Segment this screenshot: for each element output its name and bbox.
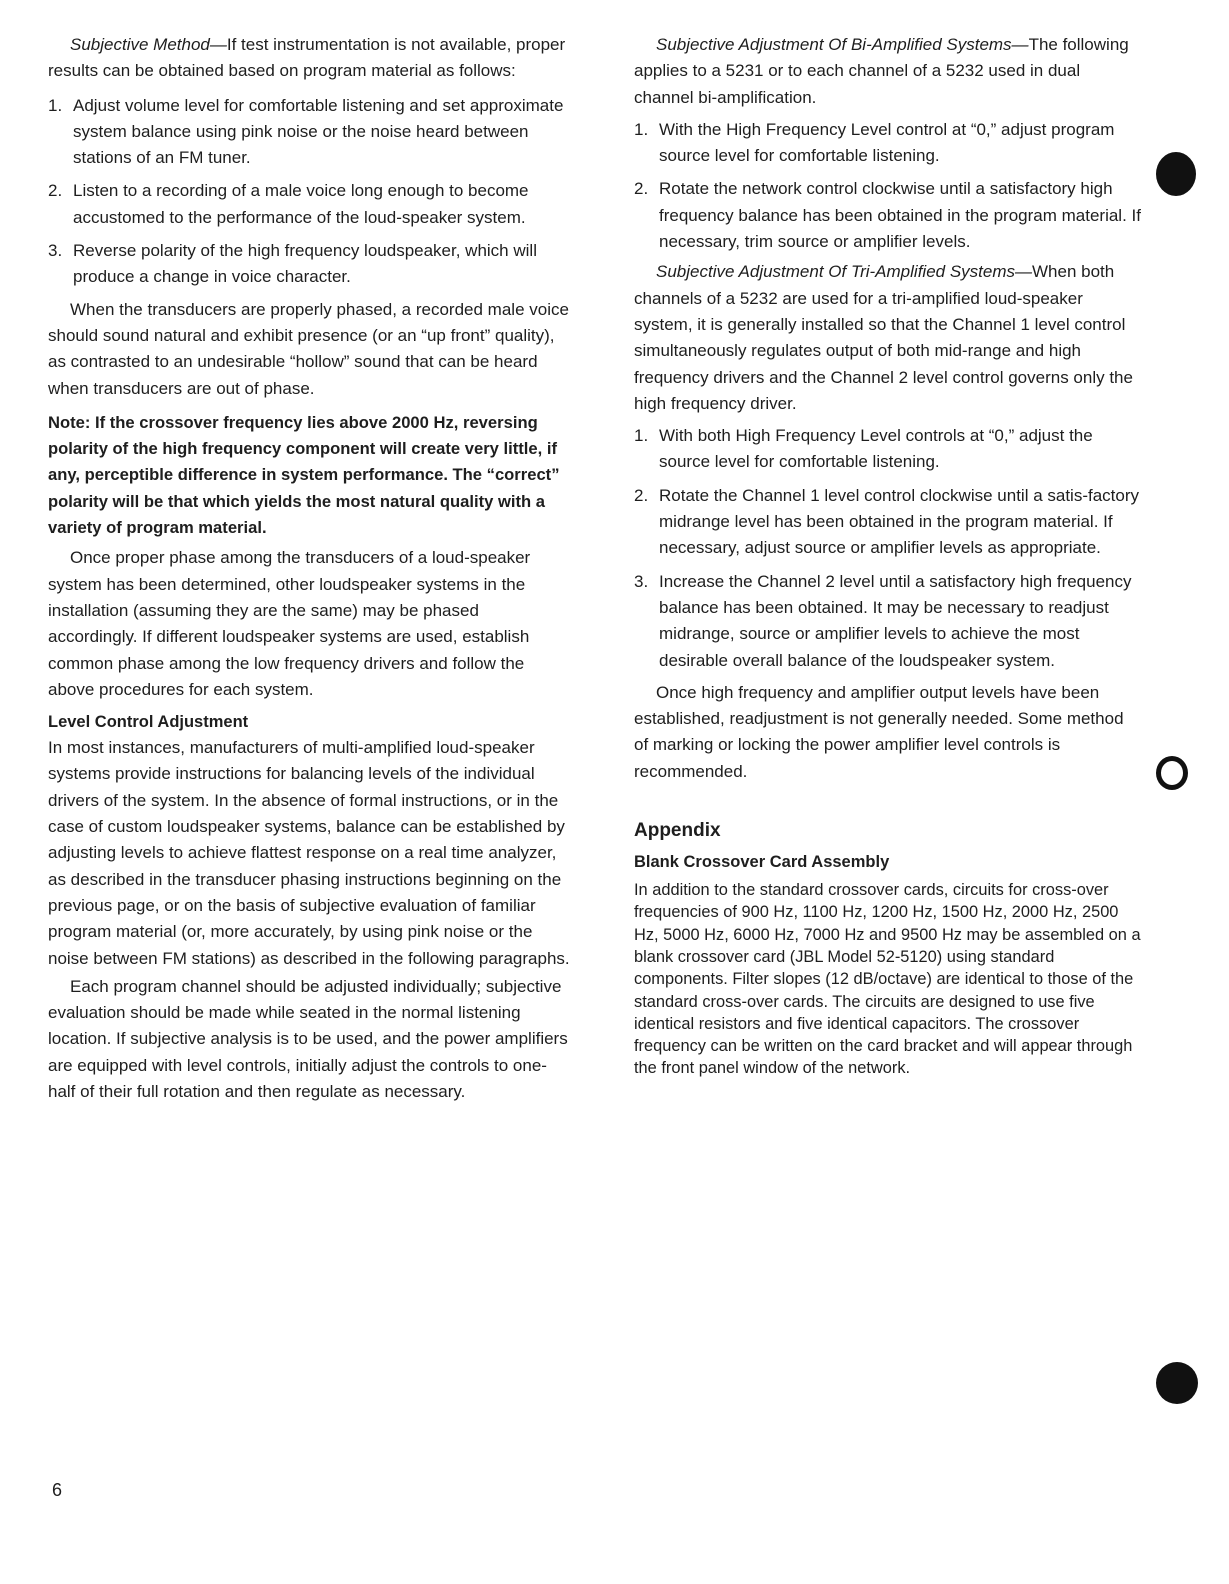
list-text: With both High Frequency Level controls at “0,” adjust the source level for comfortable listening. xyxy=(659,426,1093,472)
page-number: 6 xyxy=(52,1480,63,1500)
level-control-paragraph-2: Each program channel should be adjusted individually; subjective evaluation should be made while seated in the normal listening location. If subjective analysis is to be used, and the power amplifiers are equipped with level controls, initially adjust the controls to one-half of their full rotation and then regulate as necessary. xyxy=(48,976,568,1101)
tri-amp-text: When both channels of a 5232 are used for a tri-amplified loud-speaker system, it is generally installed so that the Channel 1 level control simultaneously regulates output of both mid-range and high frequency drivers and the Channel 2 level control governs only the high frequency driver. xyxy=(634,262,1133,413)
list-text: Rotate the Channel 1 level control clockwise until a satis-factory midrange level has been obtained in the program material. If necessary, adjust source or amplifier levels as appropriate. xyxy=(659,485,1140,558)
polarity-note: Note: If the crossover frequency lies above 2000 Hz, reversing polarity of the high frequency component will create very little, if any, perceptible difference in system performance. The “correct” polarity will be that which yields the most natural quality with a variety of program material. xyxy=(48,412,560,538)
binder-hole-bottom xyxy=(1156,1362,1198,1404)
list-text: Adjust volume level for comfortable listening and set approximate system balance using pink noise or the noise heard between stations of an FM tuner. xyxy=(73,95,564,168)
list-number: 3. xyxy=(48,241,63,261)
list-number: 2. xyxy=(48,181,63,201)
list-text: Increase the Channel 2 level until a satisfactory high frequency balance has been obtained. It may be necessary to readjust midrange, source or amplifier levels to achieve the most desirable overall balance of the loudspeaker system. xyxy=(659,571,1132,670)
blank-crossover-paragraph: In addition to the standard crossover cards, circuits for cross-over frequencies of 900 Hz, 1100 Hz, 1200 Hz, 1500 Hz, 2000 Hz, 2500 Hz, 5000 Hz, 6000 Hz, 7000 Hz and 9500 Hz may be assembled on a blank crossover card (JBL Model 52-5120) using standard components. Filter slopes (12 dB/octave) are identical to those of the standard cross-over cards. The circuits are designed to use five identical resistors and five identical capacitors. The crossover frequency can be written on the card bracket and will appear through the front panel window of the network. xyxy=(634,881,1141,1078)
subjective-method-lead: Subjective Method— xyxy=(70,35,227,54)
binder-hole-middle xyxy=(1156,756,1188,790)
tri-amp-steps xyxy=(634,423,1142,674)
appendix-heading: Appendix xyxy=(634,820,721,842)
list-text: Rotate the network control clockwise until a satisfactory high frequency balance has been obtained in the program material. If necessary, trim source or amplifier levels. xyxy=(659,179,1141,252)
list-item xyxy=(634,423,1142,476)
list-number: 1. xyxy=(634,426,649,446)
list-item xyxy=(48,238,570,291)
level-control-paragraph-1: In most instances, manufacturers of multi-amplified loud-speaker systems provide instructions for balancing levels of the individual drivers of the system. In the absence of formal instructions, or in the case of custom loudspeaker systems, balance can be established by adjusting levels to achieve flattest response on a real time analyzer, as described in the transducer phasing instructions beginning on the previous page, or on the basis of subjective evaluation of familiar program material (or, more accurately, by using pink noise or the noise between FM stations) as described in the following paragraphs. xyxy=(48,738,570,968)
list-item xyxy=(48,93,570,172)
list-item xyxy=(634,483,1142,562)
tri-amp-lead: Subjective Adjustment Of Tri-Amplified Systems— xyxy=(656,262,1033,282)
bi-amp-paragraph xyxy=(634,32,1142,111)
bi-amp-lead: Subjective Adjustment Of Bi-Amplified Systems— xyxy=(656,35,1029,54)
list-number: 1. xyxy=(48,95,63,115)
subjective-method-text: If test instrumentation is not available, proper results can be obtained based on program material as follows: xyxy=(48,35,566,81)
list-number: 2. xyxy=(634,179,649,199)
list-number: 2. xyxy=(634,485,649,505)
list-item xyxy=(634,117,1142,170)
list-number: 3. xyxy=(634,571,649,591)
list-text: With the High Frequency Level control at “0,” adjust program source level for comfortable listening. xyxy=(659,119,1115,166)
subjective-method-steps xyxy=(48,93,570,291)
list-item xyxy=(48,178,570,231)
level-control-heading: Level Control Adjustment xyxy=(48,713,249,732)
tri-amp-paragraph xyxy=(634,259,1142,417)
blank-crossover-heading: Blank Crossover Card Assembly xyxy=(634,853,890,872)
list-text: Reverse polarity of the high frequency loudspeaker, which will produce a change in voice character. xyxy=(73,241,537,287)
list-number: 1. xyxy=(634,119,649,139)
list-item xyxy=(634,569,1142,674)
levels-once-paragraph: Once high frequency and amplifier output levels have been established, readjustment is not generally needed. Some method of marking or locking the power amplifier level controls is recommended. xyxy=(634,682,1124,781)
phase-once-paragraph: Once proper phase among the transducers of a loud-speaker system has been determined, other loudspeaker systems in the installation (assuming they are the same) may be phased accordingly. If different loudspeaker systems are used, establish common phase among the low frequency drivers and follow the above procedures for each system. xyxy=(48,548,531,699)
subjective-method-paragraph xyxy=(48,32,570,85)
bi-amp-text: The following applies to a 5231 or to each channel of a 5232 used in dual channel bi-amplification. xyxy=(634,35,1129,107)
phased-paragraph: When the transducers are properly phased, a recorded male voice should sound natural and exhibit presence (or an “up front” quality), as contrasted to an undesirable “hollow” sound that can be heard when transducers are out of phase. xyxy=(48,299,569,398)
list-text: Listen to a recording of a male voice long enough to become accustomed to the performance of the loud-speaker system. xyxy=(73,181,529,227)
left-column xyxy=(48,32,570,1105)
bi-amp-steps xyxy=(634,117,1142,255)
binder-hole-top xyxy=(1156,152,1196,196)
list-item xyxy=(634,176,1142,255)
right-column xyxy=(634,32,1142,1080)
